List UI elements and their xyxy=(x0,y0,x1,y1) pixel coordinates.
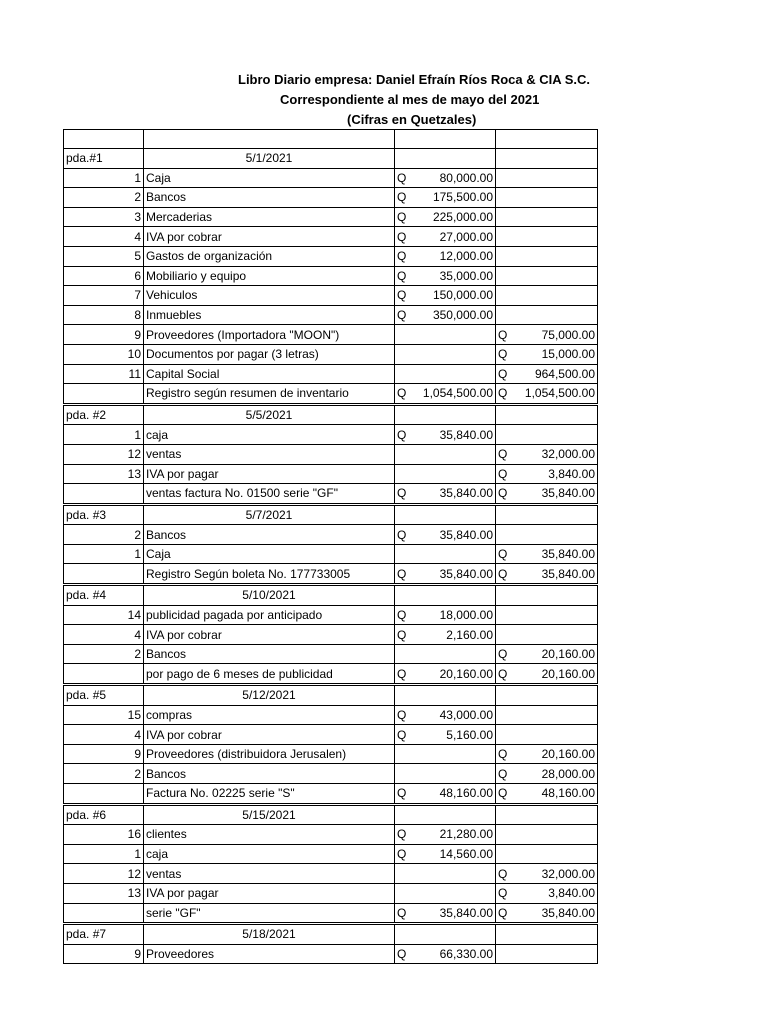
entry-header-row xyxy=(64,804,598,825)
account-name: Vehiculos xyxy=(144,286,395,306)
account-row xyxy=(64,944,598,964)
account-row xyxy=(64,464,598,484)
entry-header-row xyxy=(64,585,598,606)
debit-amount: 35,840.00 xyxy=(439,527,493,542)
entry-total-row xyxy=(64,903,598,924)
document-subtitle: Correspondiente al mes de mayo del 2021 xyxy=(280,92,540,107)
credit-cell xyxy=(496,246,598,266)
entry-date: 5/5/2021 xyxy=(144,404,395,425)
account-code: 1 xyxy=(64,425,144,445)
credit-amount: 28,000.00 xyxy=(541,766,595,781)
entry-header-row xyxy=(64,149,598,169)
currency-symbol: Q xyxy=(397,847,407,862)
credit-amount: 20,160.00 xyxy=(541,647,595,662)
account-code xyxy=(64,130,144,149)
credit-cell xyxy=(496,384,598,405)
document-title: Libro Diario empresa: Daniel Efraín Ríos Roca & CIA S.C. xyxy=(238,72,591,87)
currency-symbol: Q xyxy=(397,210,407,225)
account-name: Bancos xyxy=(144,644,395,664)
entry-header-row xyxy=(64,924,598,945)
account-row xyxy=(64,725,598,745)
currency-symbol: Q xyxy=(397,288,407,303)
credit-cell xyxy=(496,544,598,564)
credit-amount: 964,500.00 xyxy=(534,366,595,381)
account-name: IVA por cobrar xyxy=(144,725,395,745)
currency-symbol: Q xyxy=(498,766,508,781)
account-code: 5 xyxy=(64,246,144,266)
debit-cell xyxy=(395,168,496,188)
credit-amount: 1,054,500.00 xyxy=(524,386,595,401)
currency-symbol: Q xyxy=(498,547,508,562)
debit-cell xyxy=(395,685,496,706)
entry-description: Registro Según boleta No. 177733005 xyxy=(144,564,395,585)
credit-cell xyxy=(496,464,598,484)
debit-amount: 14,560.00 xyxy=(439,847,493,862)
debit-amount: 35,840.00 xyxy=(439,486,493,501)
debit-cell xyxy=(395,883,496,903)
account-name: caja xyxy=(144,844,395,864)
currency-symbol: Q xyxy=(397,627,407,642)
debit-cell xyxy=(395,644,496,664)
account-row xyxy=(64,764,598,784)
currency-symbol: Q xyxy=(498,866,508,881)
debit-cell xyxy=(395,149,496,169)
account-code: 15 xyxy=(64,705,144,725)
currency-symbol: Q xyxy=(397,905,407,920)
debit-cell xyxy=(395,286,496,306)
entry-number: pda. #7 xyxy=(64,924,144,945)
debit-amount: 27,000.00 xyxy=(439,229,493,244)
debit-cell xyxy=(395,764,496,784)
debit-cell xyxy=(395,825,496,845)
account-code: 2 xyxy=(64,188,144,208)
debit-cell xyxy=(395,585,496,606)
account-code: 16 xyxy=(64,825,144,845)
debit-cell xyxy=(395,544,496,564)
entry-total-row xyxy=(64,784,598,805)
credit-cell xyxy=(496,168,598,188)
entry-total-row xyxy=(64,564,598,585)
credit-cell xyxy=(496,305,598,325)
currency-note: (Cifras en Quetzales) xyxy=(347,112,477,127)
credit-cell xyxy=(496,784,598,805)
credit-cell xyxy=(496,585,598,606)
blank-row xyxy=(64,130,598,149)
credit-cell xyxy=(496,130,598,149)
debit-amount: 48,160.00 xyxy=(439,786,493,801)
entry-total-row xyxy=(64,384,598,405)
account-code: 4 xyxy=(64,725,144,745)
account-row xyxy=(64,246,598,266)
credit-amount: 48,160.00 xyxy=(541,786,595,801)
account-name: Proveedores xyxy=(144,944,395,964)
currency-symbol: Q xyxy=(498,666,508,681)
account-name: Proveedores (distribuidora Jerusalen) xyxy=(144,744,395,764)
debit-cell xyxy=(395,844,496,864)
credit-amount: 32,000.00 xyxy=(541,866,595,881)
account-row xyxy=(64,364,598,384)
credit-cell xyxy=(496,564,598,585)
account-name: Bancos xyxy=(144,188,395,208)
debit-cell xyxy=(395,705,496,725)
debit-cell xyxy=(395,364,496,384)
credit-cell xyxy=(496,504,598,525)
entry-date: 5/10/2021 xyxy=(144,585,395,606)
currency-symbol: Q xyxy=(498,486,508,501)
account-code: 2 xyxy=(64,644,144,664)
credit-amount: 20,160.00 xyxy=(541,747,595,762)
account-row xyxy=(64,705,598,725)
account-code: 13 xyxy=(64,883,144,903)
credit-cell xyxy=(496,924,598,945)
entry-number: pda. #5 xyxy=(64,685,144,706)
debit-amount: 43,000.00 xyxy=(439,707,493,722)
debit-cell xyxy=(395,504,496,525)
account-name: IVA por pagar xyxy=(144,464,395,484)
currency-symbol: Q xyxy=(498,886,508,901)
debit-amount: 350,000.00 xyxy=(432,308,493,323)
debit-cell xyxy=(395,903,496,924)
credit-amount: 3,840.00 xyxy=(548,886,595,901)
credit-cell xyxy=(496,227,598,247)
entry-description: Factura No. 02225 serie "S" xyxy=(144,784,395,805)
debit-cell xyxy=(395,425,496,445)
entry-date: 5/12/2021 xyxy=(144,685,395,706)
credit-amount: 35,840.00 xyxy=(541,905,595,920)
currency-symbol: Q xyxy=(397,527,407,542)
debit-amount: 80,000.00 xyxy=(439,170,493,185)
account-code: 8 xyxy=(64,305,144,325)
debit-cell xyxy=(395,188,496,208)
currency-symbol: Q xyxy=(397,486,407,501)
credit-cell xyxy=(496,764,598,784)
entry-date: 5/1/2021 xyxy=(144,149,395,169)
credit-cell xyxy=(496,883,598,903)
entry-number: pda. #3 xyxy=(64,504,144,525)
entry-number: pda. #6 xyxy=(64,804,144,825)
debit-cell xyxy=(395,266,496,286)
account-code: 1 xyxy=(64,544,144,564)
account-code: 10 xyxy=(64,344,144,364)
account-name: IVA por pagar xyxy=(144,883,395,903)
debit-cell xyxy=(395,227,496,247)
credit-cell xyxy=(496,725,598,745)
currency-symbol: Q xyxy=(498,347,508,362)
account-code xyxy=(64,664,144,685)
credit-cell xyxy=(496,525,598,545)
credit-cell xyxy=(496,484,598,505)
account-name: compras xyxy=(144,705,395,725)
journal-table xyxy=(63,129,598,964)
account-name: Mobiliario y equipo xyxy=(144,266,395,286)
account-row xyxy=(64,286,598,306)
account-code: 3 xyxy=(64,207,144,227)
currency-symbol: Q xyxy=(397,786,407,801)
account-row xyxy=(64,544,598,564)
account-code: 1 xyxy=(64,168,144,188)
account-code: 6 xyxy=(64,266,144,286)
debit-cell xyxy=(395,664,496,685)
entry-description: Registro según resumen de inventario xyxy=(144,384,395,405)
account-code: 2 xyxy=(64,525,144,545)
account-code xyxy=(64,564,144,585)
account-name: Caja xyxy=(144,168,395,188)
entry-description: serie "GF" xyxy=(144,903,395,924)
credit-cell xyxy=(496,844,598,864)
credit-cell xyxy=(496,664,598,685)
account-code: 12 xyxy=(64,864,144,884)
entry-header-row xyxy=(64,404,598,425)
account-row xyxy=(64,744,598,764)
credit-cell xyxy=(496,705,598,725)
account-name: caja xyxy=(144,425,395,445)
credit-cell xyxy=(496,825,598,845)
debit-cell xyxy=(395,464,496,484)
credit-amount: 35,840.00 xyxy=(541,566,595,581)
debit-cell xyxy=(395,564,496,585)
currency-symbol: Q xyxy=(397,707,407,722)
account-row xyxy=(64,605,598,625)
account-name: IVA por cobrar xyxy=(144,227,395,247)
account-code: 11 xyxy=(64,364,144,384)
account-row xyxy=(64,266,598,286)
entry-description: ventas factura No. 01500 serie "GF" xyxy=(144,484,395,505)
account-code: 9 xyxy=(64,944,144,964)
debit-cell xyxy=(395,207,496,227)
currency-symbol: Q xyxy=(397,249,407,264)
account-name xyxy=(144,130,395,149)
debit-cell xyxy=(395,744,496,764)
currency-symbol: Q xyxy=(397,607,407,622)
credit-cell xyxy=(496,207,598,227)
account-row xyxy=(64,625,598,645)
credit-cell xyxy=(496,804,598,825)
debit-amount: 35,000.00 xyxy=(439,268,493,283)
credit-cell xyxy=(496,903,598,924)
currency-symbol: Q xyxy=(397,268,407,283)
account-name: Documentos por pagar (3 letras) xyxy=(144,344,395,364)
journal-body xyxy=(64,130,598,964)
currency-symbol: Q xyxy=(397,170,407,185)
credit-amount: 15,000.00 xyxy=(541,347,595,362)
debit-amount: 35,840.00 xyxy=(439,566,493,581)
debit-cell xyxy=(395,525,496,545)
credit-amount: 32,000.00 xyxy=(541,447,595,462)
account-code xyxy=(64,903,144,924)
account-row xyxy=(64,444,598,464)
debit-cell xyxy=(395,404,496,425)
currency-symbol: Q xyxy=(498,747,508,762)
currency-symbol: Q xyxy=(397,566,407,581)
credit-cell xyxy=(496,425,598,445)
debit-cell xyxy=(395,484,496,505)
account-code: 1 xyxy=(64,844,144,864)
currency-symbol: Q xyxy=(498,447,508,462)
credit-cell xyxy=(496,944,598,964)
debit-cell xyxy=(395,325,496,345)
currency-symbol: Q xyxy=(397,308,407,323)
debit-cell xyxy=(395,246,496,266)
account-code: 9 xyxy=(64,744,144,764)
debit-amount: 35,840.00 xyxy=(439,427,493,442)
debit-cell xyxy=(395,130,496,149)
account-row xyxy=(64,425,598,445)
account-code: 14 xyxy=(64,605,144,625)
currency-symbol: Q xyxy=(498,786,508,801)
entry-total-row xyxy=(64,484,598,505)
account-name: Proveedores (Importadora "MOON") xyxy=(144,325,395,345)
credit-cell xyxy=(496,404,598,425)
credit-cell xyxy=(496,605,598,625)
debit-amount: 66,330.00 xyxy=(439,947,493,962)
entry-description: por pago de 6 meses de publicidad xyxy=(144,664,395,685)
debit-cell xyxy=(395,305,496,325)
currency-symbol: Q xyxy=(397,190,407,205)
account-row xyxy=(64,168,598,188)
debit-amount: 225,000.00 xyxy=(432,210,493,225)
entry-number: pda. #4 xyxy=(64,585,144,606)
currency-symbol: Q xyxy=(498,466,508,481)
account-name: ventas xyxy=(144,444,395,464)
debit-cell xyxy=(395,944,496,964)
debit-cell xyxy=(395,384,496,405)
debit-amount: 35,840.00 xyxy=(439,905,493,920)
currency-symbol: Q xyxy=(397,727,407,742)
credit-amount: 75,000.00 xyxy=(541,327,595,342)
debit-amount: 175,500.00 xyxy=(432,190,493,205)
account-row xyxy=(64,207,598,227)
credit-cell xyxy=(496,625,598,645)
account-row xyxy=(64,344,598,364)
debit-cell xyxy=(395,784,496,805)
account-row xyxy=(64,825,598,845)
account-code xyxy=(64,484,144,505)
account-code: 9 xyxy=(64,325,144,345)
currency-symbol: Q xyxy=(397,947,407,962)
account-name: ventas xyxy=(144,864,395,884)
account-row xyxy=(64,325,598,345)
credit-cell xyxy=(496,325,598,345)
account-code: 7 xyxy=(64,286,144,306)
debit-cell xyxy=(395,605,496,625)
account-code xyxy=(64,384,144,405)
currency-symbol: Q xyxy=(397,666,407,681)
debit-amount: 12,000.00 xyxy=(439,249,493,264)
currency-symbol: Q xyxy=(397,827,407,842)
debit-amount: 20,160.00 xyxy=(439,666,493,681)
debit-amount: 150,000.00 xyxy=(432,288,493,303)
account-name: Caja xyxy=(144,544,395,564)
credit-cell xyxy=(496,266,598,286)
entry-header-row xyxy=(64,685,598,706)
currency-symbol: Q xyxy=(498,566,508,581)
account-name: Capital Social xyxy=(144,364,395,384)
currency-symbol: Q xyxy=(397,386,407,401)
credit-cell xyxy=(496,864,598,884)
account-code xyxy=(64,784,144,805)
account-row xyxy=(64,525,598,545)
currency-symbol: Q xyxy=(498,366,508,381)
account-name: Inmuebles xyxy=(144,305,395,325)
credit-cell xyxy=(496,149,598,169)
account-name: Gastos de organización xyxy=(144,246,395,266)
currency-symbol: Q xyxy=(498,386,508,401)
credit-cell xyxy=(496,685,598,706)
debit-cell xyxy=(395,444,496,464)
credit-amount: 35,840.00 xyxy=(541,547,595,562)
account-name: IVA por cobrar xyxy=(144,625,395,645)
debit-cell xyxy=(395,344,496,364)
debit-amount: 2,160.00 xyxy=(446,627,493,642)
account-name: Bancos xyxy=(144,525,395,545)
entry-date: 5/18/2021 xyxy=(144,924,395,945)
debit-amount: 1,054,500.00 xyxy=(422,386,493,401)
account-code: 12 xyxy=(64,444,144,464)
account-row xyxy=(64,864,598,884)
credit-cell xyxy=(496,644,598,664)
currency-symbol: Q xyxy=(498,327,508,342)
credit-cell xyxy=(496,744,598,764)
account-row xyxy=(64,305,598,325)
account-name: publicidad pagada por anticipado xyxy=(144,605,395,625)
account-row xyxy=(64,844,598,864)
credit-cell xyxy=(496,344,598,364)
account-row xyxy=(64,883,598,903)
account-name: clientes xyxy=(144,825,395,845)
entry-header-row xyxy=(64,504,598,525)
debit-amount: 5,160.00 xyxy=(446,727,493,742)
credit-amount: 3,840.00 xyxy=(548,466,595,481)
account-name: Mercaderias xyxy=(144,207,395,227)
credit-amount: 35,840.00 xyxy=(541,486,595,501)
currency-symbol: Q xyxy=(498,905,508,920)
credit-cell xyxy=(496,286,598,306)
credit-cell xyxy=(496,444,598,464)
entry-date: 5/7/2021 xyxy=(144,504,395,525)
account-code: 2 xyxy=(64,764,144,784)
account-code: 4 xyxy=(64,227,144,247)
currency-symbol: Q xyxy=(498,647,508,662)
account-name: Bancos xyxy=(144,764,395,784)
entry-date: 5/15/2021 xyxy=(144,804,395,825)
credit-cell xyxy=(496,364,598,384)
credit-cell xyxy=(496,188,598,208)
debit-cell xyxy=(395,625,496,645)
credit-amount: 20,160.00 xyxy=(541,666,595,681)
debit-cell xyxy=(395,924,496,945)
debit-amount: 21,280.00 xyxy=(439,827,493,842)
account-row xyxy=(64,644,598,664)
entry-total-row xyxy=(64,664,598,685)
account-code: 4 xyxy=(64,625,144,645)
account-row xyxy=(64,188,598,208)
debit-cell xyxy=(395,864,496,884)
entry-number: pda.#1 xyxy=(64,149,144,169)
debit-amount: 18,000.00 xyxy=(439,607,493,622)
currency-symbol: Q xyxy=(397,229,407,244)
currency-symbol: Q xyxy=(397,427,407,442)
account-code: 13 xyxy=(64,464,144,484)
debit-cell xyxy=(395,725,496,745)
debit-cell xyxy=(395,804,496,825)
entry-number: pda. #2 xyxy=(64,404,144,425)
account-row xyxy=(64,227,598,247)
